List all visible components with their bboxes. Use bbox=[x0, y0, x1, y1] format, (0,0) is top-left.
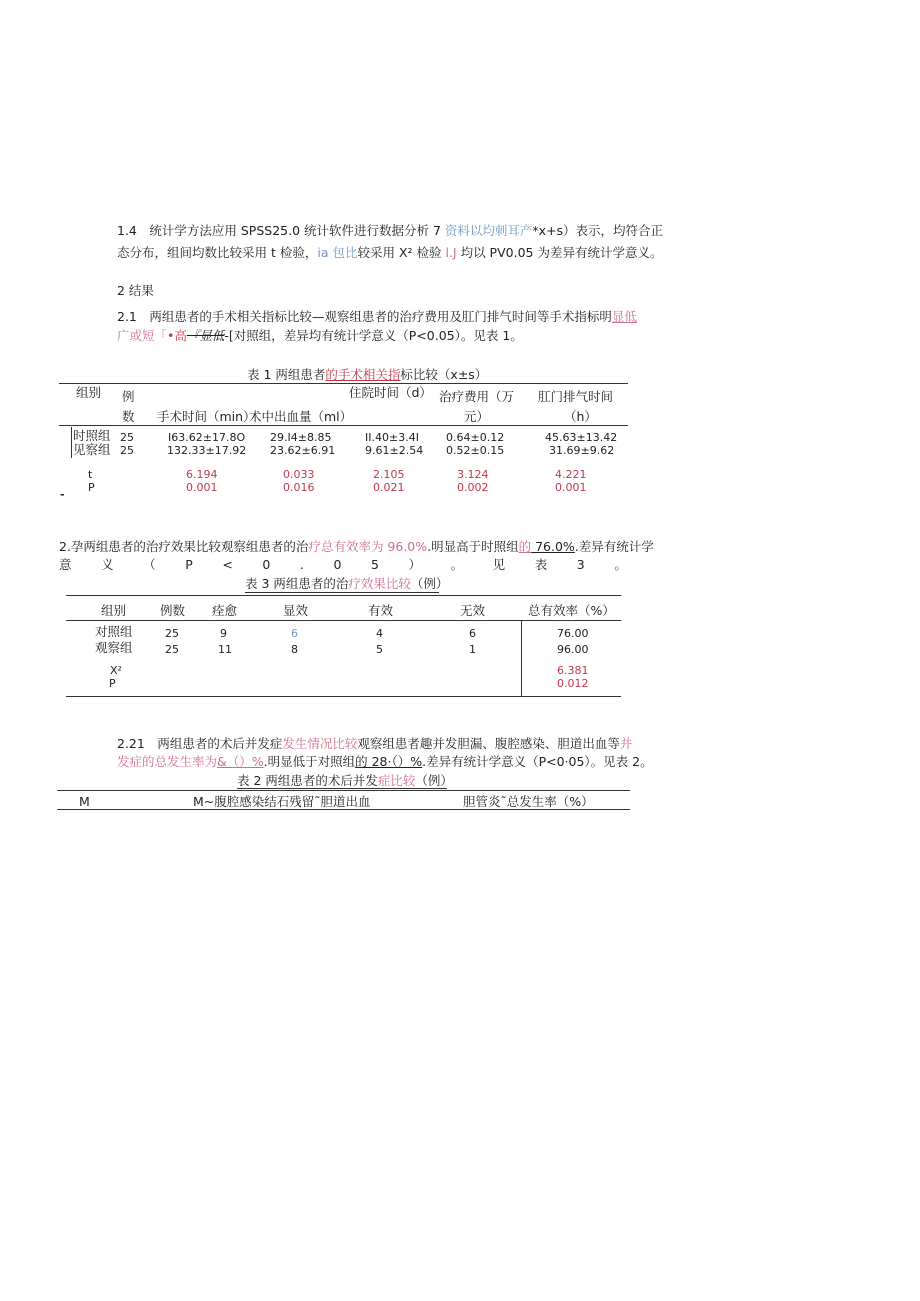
table3-header-n: 例数 bbox=[160, 603, 186, 618]
table3-header-group: 组别 bbox=[101, 603, 127, 618]
section-2-1-line-2 bbox=[117, 328, 523, 344]
table1-header-bleed: 术中出血量（ml） bbox=[249, 409, 353, 424]
table1-title bbox=[247, 367, 487, 383]
text: &（）% bbox=[217, 754, 264, 769]
justified-char: （ bbox=[143, 557, 156, 572]
justified-char: < bbox=[222, 557, 233, 572]
text: 疗总有效率为 96.0% bbox=[308, 539, 428, 554]
table1-cell-n: 25 bbox=[120, 444, 134, 457]
text: 发症的总发生率为 bbox=[117, 754, 218, 769]
justified-char: 义 bbox=[101, 557, 114, 572]
justified-char: P bbox=[185, 557, 193, 572]
table3-stat-label-chi: X² bbox=[110, 664, 122, 677]
table2-top-rule bbox=[57, 790, 630, 791]
table2-title-underline bbox=[237, 788, 447, 789]
text: .差异有统计学意义（P<0·05）。见表 2。 bbox=[422, 754, 653, 769]
text: 1.4 统计学方法应用 SPSS25.0 统计软件进行数据分析 7 bbox=[117, 223, 445, 238]
text: *x+s）表示，均符合正 bbox=[532, 223, 664, 238]
table3-cell-marked: 8 bbox=[291, 643, 298, 656]
text: •高 bbox=[167, 328, 187, 343]
text: 的手术相关指 bbox=[325, 367, 401, 382]
table1-header-hosp: 住院时间（d） bbox=[349, 385, 432, 400]
section-2-1-line-1 bbox=[117, 309, 637, 325]
table3-header-total: 总有效率（%） bbox=[528, 603, 615, 618]
table1-stat-anal: 4.221 bbox=[555, 468, 587, 481]
justified-char: 。 bbox=[614, 557, 627, 572]
text: .明显高于时照组 bbox=[427, 539, 519, 554]
justified-char: . bbox=[299, 557, 304, 572]
table1-stat-bleed: 0.033 bbox=[283, 468, 315, 481]
text: 对照组，差异均有统计学意义（P<0.05）。见表 1。 bbox=[233, 328, 523, 343]
table1-cell-cost: 0.52±0.15 bbox=[446, 444, 505, 457]
table3-header-effective: 有效 bbox=[368, 603, 394, 618]
section-2-2-line-1 bbox=[59, 539, 654, 555]
text: （例） bbox=[415, 773, 453, 788]
text: 2.21 两组患者的术后并发症 bbox=[117, 736, 283, 751]
table1-header-anal1: 肛门排气时间 bbox=[538, 389, 614, 404]
text: 表 2 两组患者的术后并发 bbox=[237, 773, 378, 788]
justified-char: 。 bbox=[450, 557, 464, 572]
justified-char: 5 bbox=[370, 557, 379, 572]
text: 表 3 两组患者的治 bbox=[245, 576, 349, 591]
text: .明显低于对照组 bbox=[263, 754, 356, 769]
table1-stat-op: 6.194 bbox=[186, 468, 218, 481]
table3-title-underline bbox=[245, 592, 439, 593]
table3-stat-p: 0.012 bbox=[557, 677, 589, 690]
table3-top-rule bbox=[66, 595, 621, 596]
table1-stat-op: 0.001 bbox=[186, 481, 218, 494]
table3-cell-ineffective: 6 bbox=[469, 627, 476, 640]
table1-stat-hosp: 2.105 bbox=[373, 468, 405, 481]
text: 『显低 bbox=[186, 328, 225, 343]
table1-header-n1: 例 bbox=[122, 389, 135, 404]
text: 资料以均刺耳产 bbox=[444, 223, 533, 238]
text: 标比较（x±s） bbox=[400, 367, 488, 382]
section-2-21-line-2 bbox=[117, 754, 653, 770]
table1-header-n2: 数 bbox=[122, 409, 135, 424]
table3-cell-marked: 6 bbox=[291, 627, 298, 640]
table1-header-cost1: 治疗费用（万 bbox=[439, 389, 515, 404]
justified-char: 3 bbox=[576, 557, 585, 572]
table3-cell-n: 25 bbox=[165, 643, 179, 656]
table1-cell-hosp: 9.61±2.54 bbox=[365, 444, 424, 457]
text: 观察组患者趣并发胆漏、腹腔感染、胆道出血等 bbox=[357, 736, 620, 751]
table3-header-cured: 痊愈 bbox=[212, 603, 238, 618]
text: 均以 PV0.05 为差异有统计学意义。 bbox=[456, 245, 663, 260]
text: -[ bbox=[224, 328, 234, 343]
table3-cell-effective: 5 bbox=[376, 643, 383, 656]
table1-stat-label: t bbox=[88, 468, 93, 481]
text: 症比较 bbox=[377, 773, 416, 788]
table1-header-cost2: 元） bbox=[464, 409, 490, 424]
text: 并 bbox=[619, 736, 633, 751]
table1-cell-bleed: 29.I4±8.85 bbox=[270, 431, 332, 444]
table1-cell-op: I63.62±17.8O bbox=[168, 431, 246, 444]
table1-cell-cost: 0.64±0.12 bbox=[446, 431, 505, 444]
table1-cell-bleed: 23.62±6.91 bbox=[270, 444, 336, 457]
table3-title bbox=[245, 576, 448, 592]
table2-col-total: 胆管炎˜总发生率（%） bbox=[463, 794, 594, 809]
section-2-21-line-1 bbox=[117, 736, 632, 752]
table3-cell-group: 对照组 bbox=[95, 624, 133, 639]
table3-cell-total: 76.00 bbox=[557, 627, 589, 640]
table3-header-marked: 显效 bbox=[283, 603, 309, 618]
table3-cell-effective: 4 bbox=[376, 627, 383, 640]
text: l.J bbox=[445, 245, 457, 260]
section-1-4-line-2 bbox=[117, 245, 662, 261]
table1-stat-anal: 0.001 bbox=[555, 481, 587, 494]
table1-cell-anal: 45.63±13.42 bbox=[545, 431, 618, 444]
table1-cell-n: 25 bbox=[120, 431, 134, 444]
table2-header-rule bbox=[57, 809, 630, 810]
section-2-2-line-2 bbox=[59, 557, 627, 573]
text: （例） bbox=[410, 576, 449, 591]
table3-stat-label-p: P bbox=[109, 677, 116, 690]
table3-cell-cured: 11 bbox=[218, 643, 232, 656]
table1-header-anal2: （h） bbox=[564, 409, 597, 424]
table1-stat-hosp: 0.021 bbox=[373, 481, 405, 494]
table1-row-bracket bbox=[71, 427, 72, 458]
table3-cell-group: 观察组 bbox=[95, 640, 133, 655]
justified-char: 0 bbox=[333, 557, 342, 572]
text: 76.0% bbox=[531, 539, 575, 554]
text: ia 包比 bbox=[317, 245, 358, 260]
text: 表 1 两组患者 bbox=[247, 367, 326, 382]
table1-cell-hosp: II.40±3.4I bbox=[365, 431, 419, 444]
table3-header-ineffective: 无效 bbox=[460, 603, 486, 618]
text: 较采用 X² 检验 bbox=[357, 245, 446, 260]
table3-cell-n: 25 bbox=[165, 627, 179, 640]
section-1-4-line-1 bbox=[117, 223, 663, 239]
table3-cell-cured: 9 bbox=[220, 627, 227, 640]
table3-bottom-rule bbox=[66, 696, 621, 697]
table1-header-group: 组别 bbox=[76, 385, 102, 400]
table1-cell-group: 见察组 bbox=[73, 442, 111, 457]
text: 2.孕两组患者的治疗效果比较观察组患者的治 bbox=[59, 539, 309, 554]
table3-cell-total: 96.00 bbox=[557, 643, 589, 656]
table3-header-rule bbox=[66, 620, 621, 621]
justified-char: 表 bbox=[534, 557, 548, 572]
section-2-heading: 2 结果 bbox=[117, 283, 154, 298]
table2-title bbox=[237, 773, 453, 789]
table1-cell-anal: 31.69±9.62 bbox=[549, 444, 615, 457]
justified-char: ） bbox=[408, 557, 421, 572]
justified-char: 0 bbox=[262, 557, 271, 572]
table1-stat-cost: 0.002 bbox=[457, 481, 489, 494]
text: 的 bbox=[518, 539, 532, 554]
justified-char: 见 bbox=[492, 557, 506, 572]
table1-stat-bleed: 0.016 bbox=[283, 481, 315, 494]
text: 疗效果比较 bbox=[348, 576, 411, 591]
table1-stat-cost: 3.124 bbox=[457, 468, 489, 481]
table1-stat-label: P bbox=[88, 481, 95, 494]
table3-stat-chi: 6.381 bbox=[557, 664, 589, 677]
text: .差异有统计学 bbox=[574, 539, 654, 554]
table1-header-rule bbox=[59, 425, 628, 426]
justified-char: 意 bbox=[59, 557, 72, 572]
table1-cell-op: 132.33±17.92 bbox=[167, 444, 247, 457]
text: 广或短「 bbox=[117, 328, 168, 343]
table3-divider bbox=[521, 620, 522, 696]
text: 的 28·（）% bbox=[355, 754, 423, 769]
text: 发生情况比较 bbox=[282, 736, 358, 751]
table1-header-op: 手术时间（min） bbox=[157, 409, 256, 424]
table1-cell-group: 时照组 bbox=[73, 428, 111, 443]
table2-col-complications: M~腹腔感染结石残留˜胆道出血 bbox=[193, 794, 371, 809]
table1-dash: - bbox=[60, 488, 65, 501]
text: 态分布，组间均数比较采用 t 检验， bbox=[117, 245, 318, 260]
table3-cell-ineffective: 1 bbox=[469, 643, 476, 656]
text: 显低 bbox=[611, 309, 637, 324]
text: 2.1 两组患者的手术相关指标比较—观察组患者的治疗费用及肛门排气时间等手术指标明 bbox=[117, 309, 612, 324]
table2-col-m: M bbox=[79, 794, 90, 809]
table1-top-rule bbox=[59, 383, 628, 384]
